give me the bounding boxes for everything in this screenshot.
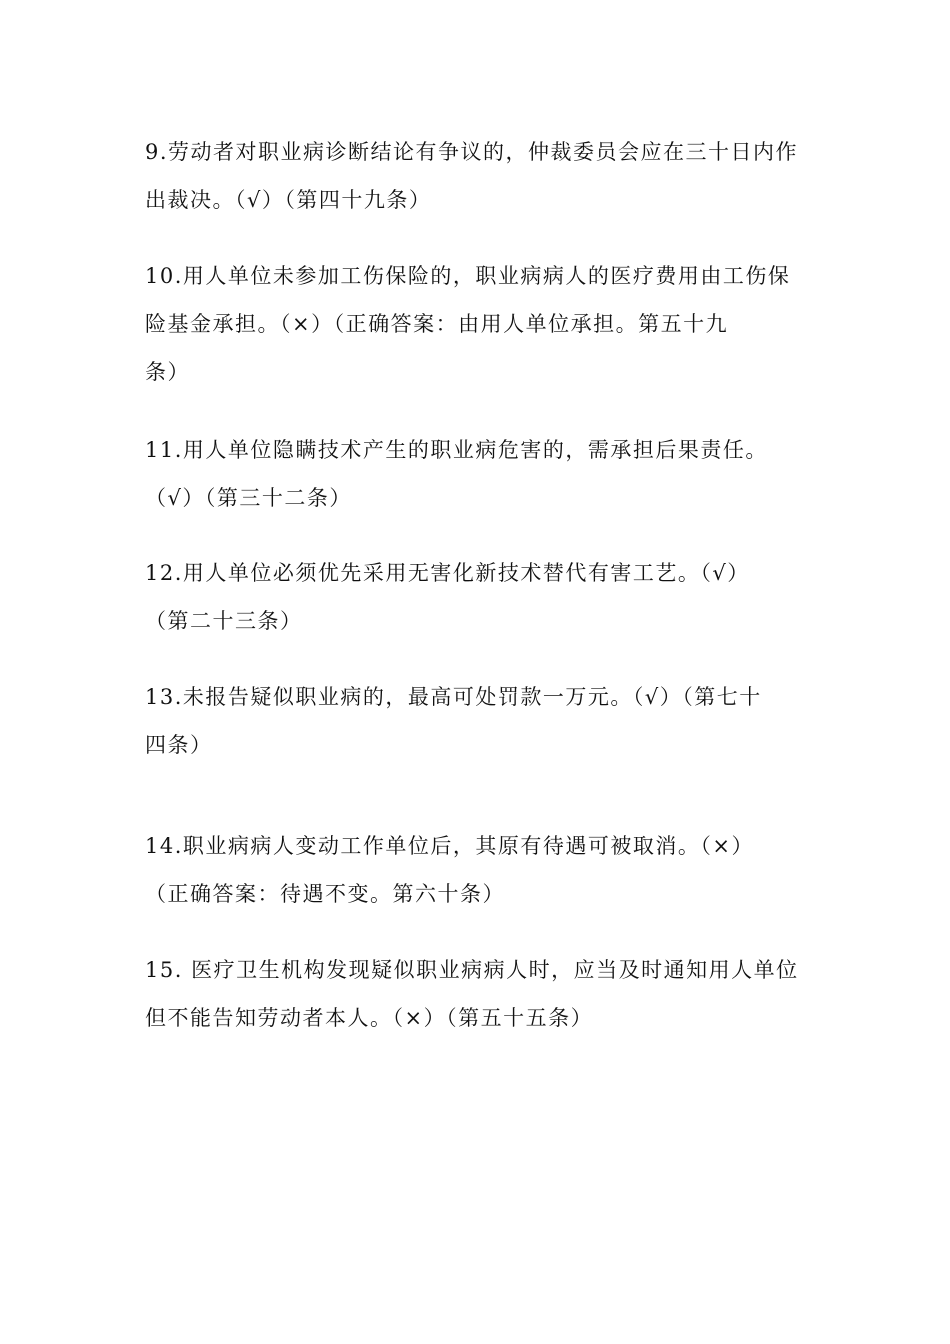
question-item-9 xyxy=(145,128,815,224)
question-line: 险基金承担。（×）（正确答案：由用人单位承担。第五十九 xyxy=(145,312,729,336)
question-item-10 xyxy=(145,252,815,396)
question-item-12 xyxy=(145,549,815,645)
question-line: （正确答案：待遇不变。第六十条） xyxy=(145,882,505,906)
question-line: 14.职业病病人变动工作单位后，其原有待遇可被取消。（×） xyxy=(145,834,754,858)
question-line: 10.用人单位未参加工伤保险的，职业病病人的医疗费用由工伤保 xyxy=(145,264,791,288)
question-line: 15. 医疗卫生机构发现疑似职业病病人时，应当及时通知用人单位 xyxy=(145,958,799,982)
question-line: 11.用人单位隐瞒技术产生的职业病危害的，需承担后果责任。 xyxy=(145,438,768,462)
question-line: 四条） xyxy=(145,733,213,757)
question-item-15 xyxy=(145,946,815,1042)
question-line: 但不能告知劳动者本人。（×）（第五十五条） xyxy=(145,1006,594,1030)
question-item-13 xyxy=(145,673,815,769)
question-item-14 xyxy=(145,822,815,918)
question-line: （√）（第三十二条） xyxy=(145,486,352,510)
question-line: 9.劳动者对职业病诊断结论有争议的，仲裁委员会应在三十日内作 xyxy=(145,140,799,164)
question-line: 13.未报告疑似职业病的，最高可处罚款一万元。（√）（第七十 xyxy=(145,685,762,709)
question-line: 12.用人单位必须优先采用无害化新技术替代有害工艺。（√） xyxy=(145,561,750,585)
question-line: 出裁决。（√）（第四十九条） xyxy=(145,188,432,212)
question-item-11 xyxy=(145,426,815,522)
question-line: （第二十三条） xyxy=(145,609,303,633)
question-line: 条） xyxy=(145,360,190,384)
